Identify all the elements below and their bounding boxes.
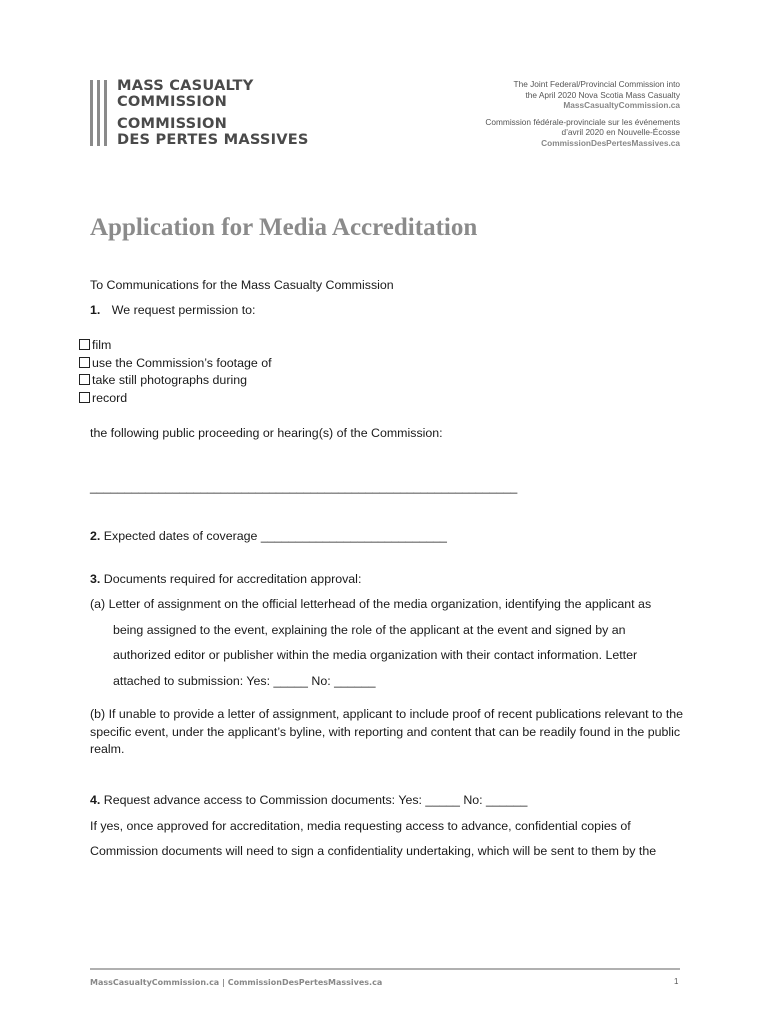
header-fr-line-1: Commission fédérale-provinciale sur les événements — [485, 116, 680, 127]
proceeding-blank[interactable]: ______________________________________________________________ — [90, 480, 518, 494]
item-4-follow-1: If yes, once approved for accreditation, media requesting access to advance, confidential copies of — [90, 818, 631, 833]
logo-fr-line-1: COMMISSION — [117, 115, 228, 132]
item-3a-line-2: being assigned to the event, explaining the role of the applicant at the event and signed by an — [113, 622, 626, 637]
item-3b: (b) If unable to provide a letter of assignment, applicant to include proof of recent publications relevant to the specific event, under the applicant’s byline, with reporting and content that can be readily found in the public realm. — [90, 707, 684, 756]
option-use-footage[interactable]: use the Commission’s footage of — [79, 356, 272, 371]
page-number: 1 — [674, 977, 679, 986]
checkbox-icon[interactable] — [79, 392, 90, 403]
item-4-text: Request advance access to Commission documents: Yes: _____ No: ______ — [103, 793, 528, 807]
item-4-follow-2: Commission documents will need to sign a confidentiality undertaking, which will be sent to them by the — [90, 844, 657, 858]
option-still-photos[interactable]: take still photographs during — [79, 373, 247, 388]
footer-urls: MassCasualtyCommission.ca | CommissionDesPertesMassives.ca — [90, 978, 383, 987]
item-3a-line-3: authorized editor or publisher within the media organization with their contact information. Letter — [113, 648, 638, 662]
item-3-number: 3. — [90, 572, 101, 586]
item-3 — [90, 572, 361, 587]
item-1 — [90, 303, 256, 318]
option-record[interactable]: record — [79, 391, 127, 406]
header-commission-info — [485, 79, 680, 149]
item-4-number: 4. — [90, 793, 101, 807]
item-3a-line-4: attached to submission: Yes: _____ No: ______ — [113, 673, 376, 688]
page-title: Application for Media Accreditation — [90, 214, 478, 241]
logo-en-line-2: COMMISSION — [117, 92, 228, 110]
checkbox-icon[interactable] — [79, 357, 90, 368]
item-3-text: Documents required for accreditation approval: — [103, 572, 362, 586]
item-2-number: 2. — [90, 529, 101, 543]
checkbox-icon[interactable] — [79, 339, 90, 350]
item-1-text: We request permission to: — [111, 303, 256, 317]
checkbox-icon[interactable] — [79, 374, 90, 385]
item-3a-first: (a) Letter of assignment on the official letterhead of the media organization, identifying the applicant as — [90, 597, 652, 611]
header-fr-line-2: d’avril 2020 en Nouvelle-Écosse — [561, 127, 680, 138]
following-line: the following public proceeding or hearing(s) of the Commission: — [90, 426, 443, 440]
logo-en-line-1: MASS CASUALTY — [117, 77, 254, 94]
item-2 — [90, 529, 447, 544]
item-1-number: 1. — [90, 303, 101, 317]
item-4 — [90, 793, 527, 808]
item-2-text: Expected dates of coverage ___________________________ — [103, 529, 447, 543]
header-url-fr: CommissionDesPertesMassives.ca — [541, 137, 680, 148]
footer-rule — [90, 968, 680, 970]
option-film[interactable]: film — [79, 338, 111, 353]
header-en-line-1: The Joint Federal/Provincial Commission into — [513, 79, 680, 89]
logo-fr-line-2: DES PERTES MASSIVES — [117, 130, 309, 148]
to-line: To Communications for the Mass Casualty Commission — [90, 278, 394, 292]
header-url-en: MassCasualtyCommission.ca — [563, 100, 680, 111]
header-en-line-2: the April 2020 Nova Scotia Mass Casualty — [525, 89, 680, 100]
